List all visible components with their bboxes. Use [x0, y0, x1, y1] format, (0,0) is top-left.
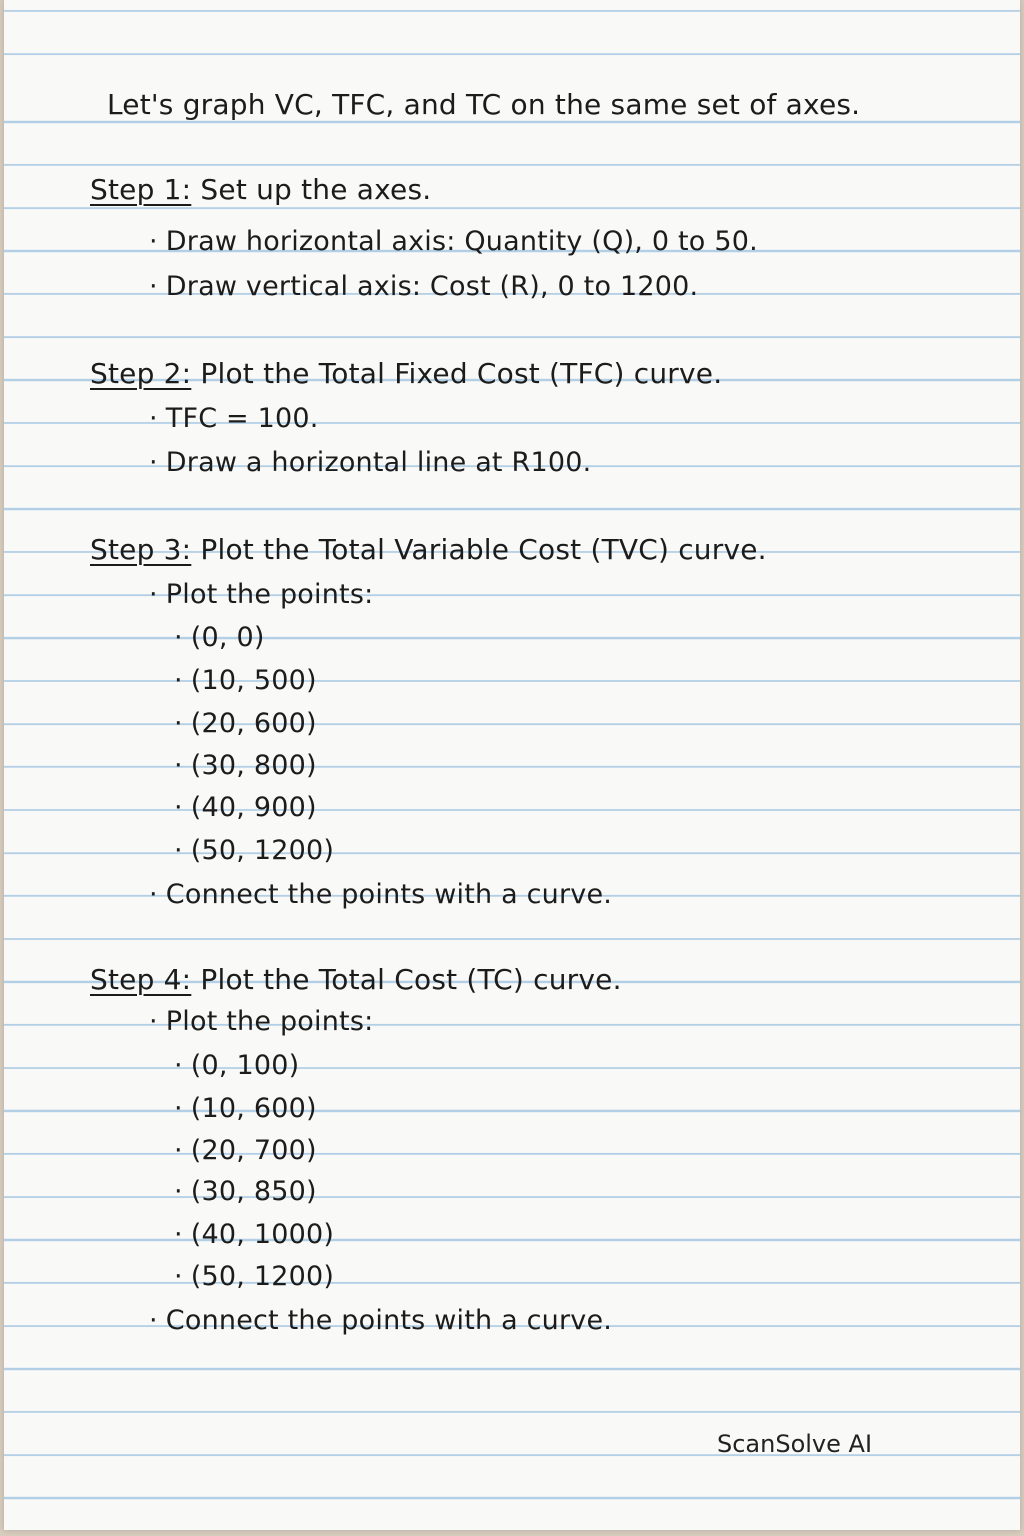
- step-4-point: [174, 1050, 299, 1081]
- bullet-icon: ·: [149, 1006, 158, 1037]
- bullet-icon: ·: [174, 1261, 183, 1292]
- bullet-icon: ·: [174, 1176, 183, 1207]
- step-4-label: Step 4:: [90, 963, 192, 996]
- step-4-outro-text: Connect the points with a curve.: [165, 1305, 613, 1336]
- step-2-bullet: [149, 403, 319, 434]
- bullet-icon: ·: [174, 835, 183, 866]
- step-1-bullet: [149, 271, 698, 302]
- bullet-icon: ·: [174, 792, 183, 823]
- step-3-label: Step 3:: [90, 533, 192, 566]
- step-3-intro: [149, 579, 373, 610]
- step-3-outro-text: Connect the points with a curve.: [165, 879, 613, 910]
- bullet-icon: ·: [149, 879, 158, 910]
- bullet-icon: ·: [149, 579, 158, 610]
- step-4-point-text: (20, 700): [190, 1135, 317, 1166]
- step-3-point-text: (0, 0): [190, 622, 265, 653]
- step-3-point-text: (30, 800): [190, 750, 317, 781]
- step-4-intro-text: Plot the points:: [165, 1006, 374, 1037]
- bullet-icon: ·: [174, 1219, 183, 1250]
- step-3-point: [174, 665, 317, 696]
- step-3-outro: [149, 879, 612, 910]
- step-4-point: [174, 1176, 317, 1207]
- step-4-title: Plot the Total Cost (TC) curve.: [191, 963, 622, 996]
- step-2-label: Step 2:: [90, 357, 192, 390]
- step-3-point: [174, 792, 317, 823]
- step-3-point-text: (40, 900): [190, 792, 317, 823]
- step-2-title: Plot the Total Fixed Cost (TFC) curve.: [191, 357, 723, 390]
- step-3-heading: [90, 533, 767, 566]
- step-1-bullet: [149, 226, 758, 257]
- bullet-icon: ·: [149, 1305, 158, 1336]
- step-4-heading: [90, 963, 622, 996]
- step-2-bullet: [149, 447, 591, 478]
- step-3-point: [174, 835, 334, 866]
- bullet-icon: ·: [149, 447, 158, 478]
- bullet-icon: ·: [149, 226, 158, 257]
- bullet-icon: ·: [174, 750, 183, 781]
- step-1-bullet-text: Draw vertical axis: Cost (R), 0 to 1200.: [165, 271, 699, 302]
- step-3-intro-text: Plot the points:: [165, 579, 374, 610]
- step-3-point: [174, 708, 317, 739]
- step-3-point: [174, 750, 317, 781]
- watermark: ScanSolve AI: [717, 1430, 873, 1458]
- step-3-point-text: (20, 600): [190, 708, 317, 739]
- step-4-point: [174, 1093, 317, 1124]
- step-3-title: Plot the Total Variable Cost (TVC) curve.: [191, 533, 767, 566]
- step-2-bullet-text: Draw a horizontal line at R100.: [165, 447, 592, 478]
- step-4-point: [174, 1219, 334, 1250]
- step-4-point-text: (0, 100): [190, 1050, 300, 1081]
- step-1-bullet-text: Draw horizontal axis: Quantity (Q), 0 to 50.: [165, 226, 758, 257]
- step-4-point-text: (40, 1000): [190, 1219, 335, 1250]
- bullet-icon: ·: [174, 665, 183, 696]
- bullet-icon: ·: [174, 622, 183, 653]
- bullet-icon: ·: [174, 1135, 183, 1166]
- step-1-title: Set up the axes.: [191, 173, 432, 206]
- step-3-point: [174, 622, 265, 653]
- bullet-icon: ·: [174, 708, 183, 739]
- bullet-icon: ·: [149, 403, 158, 434]
- step-1-label: Step 1:: [90, 173, 192, 206]
- bullet-icon: ·: [174, 1093, 183, 1124]
- step-2-bullet-text: TFC = 100.: [165, 403, 319, 434]
- step-2-heading: [90, 357, 722, 390]
- notebook-page: [4, 0, 1020, 1530]
- step-4-intro: [149, 1006, 373, 1037]
- step-4-outro: [149, 1305, 612, 1336]
- step-3-point-text: (50, 1200): [190, 835, 335, 866]
- bullet-icon: ·: [174, 1050, 183, 1081]
- step-4-point: [174, 1261, 334, 1292]
- step-4-point-text: (50, 1200): [190, 1261, 335, 1292]
- page-title: Let's graph VC, TFC, and TC on the same set of axes.: [107, 88, 861, 121]
- step-1-heading: [90, 173, 431, 206]
- step-3-point-text: (10, 500): [190, 665, 317, 696]
- step-4-point-text: (30, 850): [190, 1176, 317, 1207]
- bullet-icon: ·: [149, 271, 158, 302]
- step-4-point: [174, 1135, 317, 1166]
- step-4-point-text: (10, 600): [190, 1093, 317, 1124]
